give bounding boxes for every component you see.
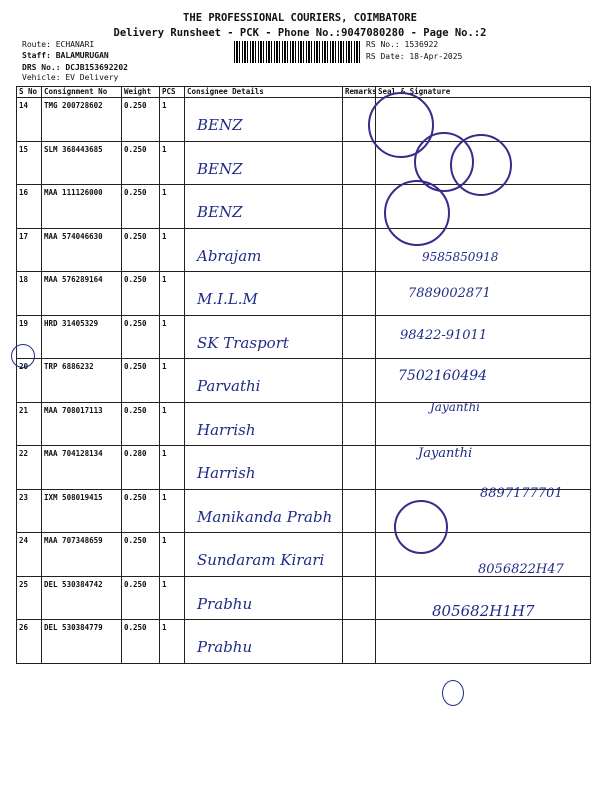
route-label: Route: ECHANARI: [22, 40, 95, 49]
cell-consignee: [185, 228, 343, 272]
drs-number: DRS No.: DCJB153692202: [22, 63, 128, 72]
cell-weight: 0.250: [122, 228, 160, 272]
cell-pcs: 1: [160, 359, 185, 403]
cell-weight: 0.250: [122, 489, 160, 533]
cell-consignment: HRD 31405329: [42, 315, 122, 359]
cell-pcs: 1: [160, 141, 185, 185]
signature-name: Jayanthi: [418, 446, 473, 461]
cell-remarks: [343, 359, 376, 403]
cell-weight: 0.250: [122, 620, 160, 664]
cell-sno: 25: [17, 576, 42, 620]
cell-consignment: MAA 574046630: [42, 228, 122, 272]
cell-pcs: 1: [160, 98, 185, 142]
table-row: [17, 359, 591, 403]
cell-remarks: [343, 272, 376, 316]
cell-consignee: [185, 315, 343, 359]
cell-weight: 0.250: [122, 185, 160, 229]
cell-sno: 19: [17, 315, 42, 359]
table-row: [17, 98, 591, 142]
consignee-handwriting: Harrish: [197, 464, 256, 482]
cell-consignment: TMG 200728602: [42, 98, 122, 142]
cell-remarks: [343, 489, 376, 533]
consignee-handwriting: M.I.L.M: [197, 290, 258, 308]
signature-phone: 9585850918: [422, 250, 499, 264]
cell-pcs: 1: [160, 576, 185, 620]
consignee-handwriting: BENZ: [197, 203, 243, 221]
seal-stamp: [450, 134, 512, 196]
cell-remarks: [343, 228, 376, 272]
cell-consignment: IXM 508019415: [42, 489, 122, 533]
table-header: [17, 87, 591, 98]
signature-phone: 7889002871: [408, 286, 491, 301]
cell-consignee: [185, 141, 343, 185]
signature-phone: 98422-91011: [400, 328, 488, 343]
cell-weight: 0.250: [122, 402, 160, 446]
cell-pcs: 1: [160, 446, 185, 490]
cell-remarks: [343, 141, 376, 185]
rs-number: RS No.: 1536922: [366, 40, 439, 49]
cell-consignment: MAA 707348659: [42, 533, 122, 577]
table-row: [17, 228, 591, 272]
cell-weight: 0.250: [122, 315, 160, 359]
staff-label: Staff: BALAMURUGAN: [22, 51, 109, 60]
cell-weight: 0.250: [122, 359, 160, 403]
cell-remarks: [343, 315, 376, 359]
col-sno: S No: [17, 87, 42, 98]
scribble-mark: [442, 680, 464, 706]
cell-seal: [376, 402, 591, 446]
cell-pcs: 1: [160, 315, 185, 359]
cell-consignee: [185, 359, 343, 403]
cell-seal: [376, 446, 591, 490]
cell-consignee: [185, 576, 343, 620]
cell-weight: 0.250: [122, 272, 160, 316]
cell-sno: 16: [17, 185, 42, 229]
cell-consignment: SLM 368443685: [42, 141, 122, 185]
cell-pcs: 1: [160, 272, 185, 316]
seal-stamp: [394, 500, 448, 554]
cell-consignment: MAA 111126000: [42, 185, 122, 229]
cell-sno: 18: [17, 272, 42, 316]
circle-mark: [11, 344, 35, 368]
cell-sno: 21: [17, 402, 42, 446]
cell-remarks: [343, 402, 376, 446]
cell-pcs: 1: [160, 620, 185, 664]
seal-stamp: [384, 180, 450, 246]
cell-consignee: [185, 533, 343, 577]
consignee-handwriting: BENZ: [197, 159, 243, 178]
cell-consignee: [185, 446, 343, 490]
cell-consignment: DEL 530384779: [42, 620, 122, 664]
cell-remarks: [343, 446, 376, 490]
consignee-handwriting: SK Trasport: [197, 333, 289, 352]
cell-consignment: MAA 576289164: [42, 272, 122, 316]
table-row: [17, 620, 591, 664]
table-row: [17, 402, 591, 446]
cell-pcs: 1: [160, 533, 185, 577]
cell-pcs: 1: [160, 489, 185, 533]
col-remarks: Remarks: [343, 87, 376, 98]
cell-consignment: DEL 530384742: [42, 576, 122, 620]
consignee-handwriting: Prabhu: [197, 638, 253, 656]
rs-date: RS Date: 18-Apr-2025: [366, 52, 463, 61]
cell-consignee: [185, 98, 343, 142]
cell-sno: 22: [17, 446, 42, 490]
signature-phone: 7502160494: [398, 368, 488, 384]
cell-consignment: MAA 708017113: [42, 402, 122, 446]
consignee-handwriting: Abrajam: [197, 246, 262, 265]
cell-consignee: [185, 272, 343, 316]
cell-sno: 17: [17, 228, 42, 272]
cell-remarks: [343, 576, 376, 620]
cell-consignment: MAA 704128134: [42, 446, 122, 490]
table-row: [17, 185, 591, 229]
company-title: THE PROFESSIONAL COURIERS, COIMBATORE: [183, 12, 417, 24]
signature-phone: 8897177701: [480, 486, 563, 501]
consignee-handwriting: Harrish: [197, 420, 256, 439]
consignee-handwriting: BENZ: [197, 116, 243, 134]
cell-consignment: TRP 6886232: [42, 359, 122, 403]
cell-sno: 24: [17, 533, 42, 577]
col-weight: Weight: [122, 87, 160, 98]
runsheet-subtitle: Delivery Runsheet - PCK - Phone No.:9047080280 - Page No.:2: [113, 27, 487, 39]
cell-remarks: [343, 620, 376, 664]
cell-seal: [376, 620, 591, 664]
col-consignment: Consignment No: [42, 87, 122, 98]
cell-consignee: [185, 402, 343, 446]
cell-sno: 15: [17, 141, 42, 185]
consignee-handwriting: Sundaram Kirari: [197, 551, 325, 569]
table-row: [17, 315, 591, 359]
cell-sno: 14: [17, 98, 42, 142]
consignee-handwriting: Parvathi: [197, 377, 261, 395]
table-row: [17, 446, 591, 490]
signature-phone: 805682H1H7: [432, 602, 535, 620]
signature-name: Jayanthi: [430, 400, 481, 414]
cell-remarks: [343, 533, 376, 577]
consignee-handwriting: Prabhu: [197, 594, 253, 613]
cell-weight: 0.250: [122, 533, 160, 577]
cell-weight: 0.280: [122, 446, 160, 490]
cell-consignee: [185, 489, 343, 533]
col-consignee: Consignee Details: [185, 87, 343, 98]
cell-consignee: [185, 185, 343, 229]
cell-sno: 26: [17, 620, 42, 664]
cell-weight: 0.250: [122, 576, 160, 620]
barcode: [234, 41, 360, 63]
cell-remarks: [343, 185, 376, 229]
cell-pcs: 1: [160, 402, 185, 446]
consignee-handwriting: Manikanda Prabh: [197, 507, 333, 526]
cell-consignee: [185, 620, 343, 664]
cell-weight: 0.250: [122, 141, 160, 185]
cell-sno: 20: [17, 359, 42, 403]
cell-sno: 23: [17, 489, 42, 533]
vehicle-label: Vehicle: EV Delivery: [22, 73, 119, 82]
table-row: [17, 272, 591, 316]
cell-pcs: 1: [160, 185, 185, 229]
col-pcs: PCS: [160, 87, 185, 98]
col-seal: Seal & Signature: [376, 87, 591, 98]
signature-phone: 8056822H47: [478, 562, 564, 577]
cell-pcs: 1: [160, 228, 185, 272]
cell-weight: 0.250: [122, 98, 160, 142]
